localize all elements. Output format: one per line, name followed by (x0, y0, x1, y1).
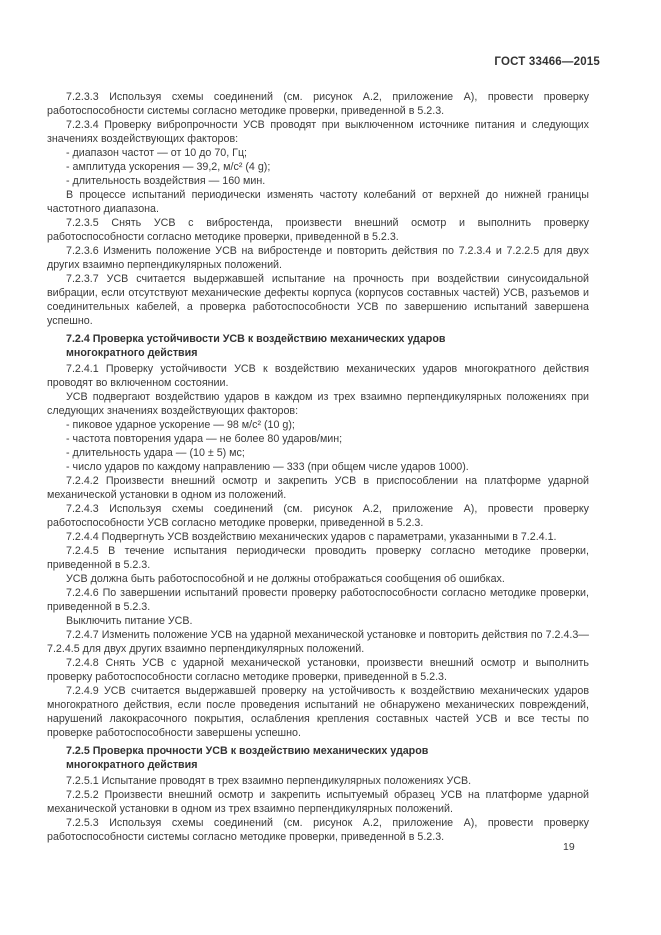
paragraph: 7.2.4.5 В течение испытания периодически проводить проверку согласно методике проверки, приведенной в 5.2.3. (47, 545, 589, 571)
paragraph: 7.2.3.5 Снять УСВ с вибростенда, произвести внешний осмотр и выполнить проверку работоспособности согласно методике проверки, приведенной в 5.2.3. (47, 217, 589, 243)
document-body (47, 90, 589, 844)
paragraph: 7.2.4.9 УСВ считается выдержавшей проверку на устойчивость к воздействию механических ударов многократного действия, если после проведения испытаний не обнаружено механических повреждений, нарушений лакокрасочного покрытия, ослабления крепления составных частей УСВ и все тесты по проверке работоспособности завершены успешно. (47, 685, 589, 739)
paragraph: 7.2.4.1 Проверку устойчивости УСВ к воздействию механических ударов многократного действия проводят во включенном состоянии. (47, 363, 589, 389)
paragraph: 7.2.4.7 Изменить положение УСВ на ударной механической установке и повторить действия по 7.2.4.3—7.2.4.5 для двух других взаимно перпендикулярных положений. (47, 629, 589, 655)
paragraph: 7.2.4.6 По завершении испытаний провести проверку работоспособности согласно методике проверки, приведенной в 5.2.3. (47, 587, 589, 613)
paragraph: 7.2.4.2 Произвести внешний осмотр и закрепить УСВ в приспособлении на платформе ударной механической установки в одном из положений. (47, 475, 589, 501)
paragraph: 7.2.3.7 УСВ считается выдержавшей испытание на прочность при воздействии синусоидальной вибрации, если отсутствуют механические дефекты корпуса (корпусов составных частей) УСВ, разъемов и соединительных кабелей, а проверка работоспособности УСВ по завершению испытаний завершена успешно. (47, 273, 589, 327)
paragraph: УСВ должна быть работоспособной и не должны отображаться сообщения об ошибках. (66, 573, 505, 585)
paragraph: - число ударов по каждому направлению — 333 (при общем числе ударов 1000). (66, 461, 469, 473)
paragraph: 7.2.3.6 Изменить положение УСВ на вибростенде и повторить действия по 7.2.3.4 и 7.2.2.5 для двух других взаимно перпендикулярных положений. (47, 245, 589, 271)
paragraph: - длительность воздействия — 160 мин. (66, 175, 266, 187)
paragraph: 7.2.5.1 Испытание проводят в трех взаимно перпендикулярных положениях УСВ. (66, 775, 472, 787)
paragraph: 7.2.4.4 Подвергнуть УСВ воздействию механических ударов с параметрами, указанными в 7.2.4.1. (66, 531, 557, 543)
paragraph: 7.2.5.3 Используя схемы соединений (см. рисунок А.2, приложение А), провести проверку работоспособности системы согласно методике проверки, приведенной в 5.2.3. (47, 817, 589, 843)
paragraph: - пиковое ударное ускорение — 98 м/с² (10 g); (66, 419, 295, 431)
standard-number: ГОСТ 33466—2015 (494, 56, 600, 68)
section-heading: 7.2.4 Проверка устойчивости УСВ к воздействию механических ударов многократного действия (66, 333, 446, 359)
document-header (47, 56, 600, 68)
paragraph: 7.2.5.2 Произвести внешний осмотр и закрепить испытуемый образец УСВ на платформе ударной механической установки в одном из трех взаимно перпендикулярных положений. (47, 789, 589, 815)
paragraph: 7.2.4.8 Снять УСВ с ударной механической установки, произвести внешний осмотр и выполнить проверку работоспособности согласно методике проверки, приведенной в 5.2.3. (47, 657, 589, 683)
paragraph: - частота повторения удара — не более 80 ударов/мин; (66, 433, 343, 445)
paragraph: УСВ подвергают воздействию ударов в каждом из трех взаимно перпендикулярных положениях при следующих значениях воздействующих факторов: (47, 391, 589, 417)
paragraph: - длительность удара — (10 ± 5) мс; (66, 447, 245, 459)
paragraph: - диапазон частот — от 10 до 70, Гц; (66, 147, 248, 159)
paragraph: Выключить питание УСВ. (66, 615, 193, 627)
page-number: 19 (563, 841, 575, 853)
paragraph: - амплитуда ускорения — 39,2, м/с² (4 g); (66, 161, 271, 173)
paragraph: В процессе испытаний периодически изменять частоту колебаний от верхней до нижней границы частотного диапазона. (47, 189, 589, 215)
paragraph: 7.2.3.3 Используя схемы соединений (см. рисунок А.2, приложение А), провести проверку работоспособности системы согласно методике проверки, приведенной в 5.2.3. (47, 91, 589, 117)
paragraph: 7.2.4.3 Используя схемы соединений (см. рисунок А.2, приложение А), провести проверку работоспособности УСВ согласно методике проверки, приведенной в 5.2.3. (47, 503, 589, 529)
section-heading: 7.2.5 Проверка прочности УСВ к воздействию механических ударов многократного действия (66, 745, 429, 771)
paragraph: 7.2.3.4 Проверку вибропрочности УСВ проводят при выключенном источнике питания и следующих значениях воздействующих факторов: (47, 119, 589, 145)
